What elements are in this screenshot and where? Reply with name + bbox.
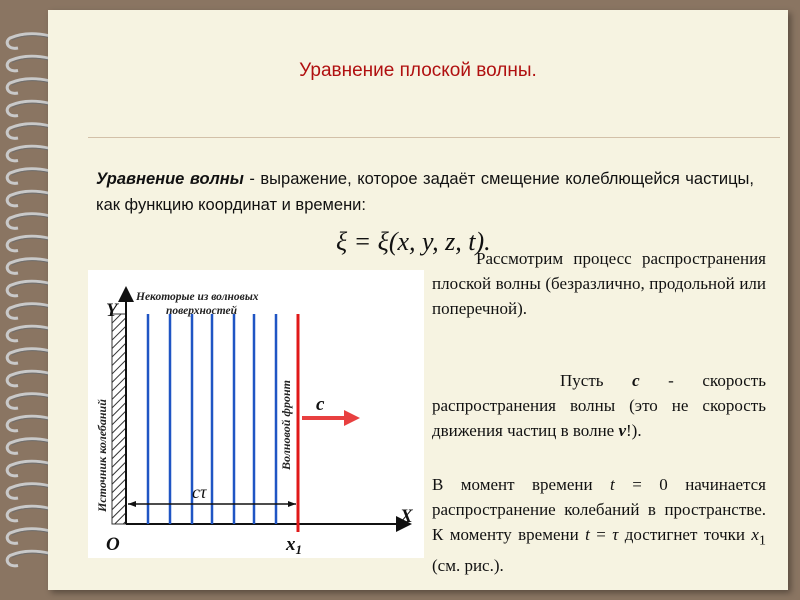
speed-text-b: - скорость распространения волны (это не скорость движения частиц в волне <box>432 371 766 440</box>
velocity-arrowhead <box>344 410 360 426</box>
moment-x: x <box>751 525 759 544</box>
moment-text-a: В момент времени <box>432 475 611 494</box>
speed-c: c <box>632 371 640 390</box>
front-label: Волновой фронт <box>279 380 293 470</box>
moment-x-sub: 1 <box>758 532 766 549</box>
paragraph-consider <box>432 246 766 321</box>
moment-text-e: (см. рис.). <box>432 556 504 576</box>
surfaces-label-line2: поверхностей <box>166 305 238 317</box>
title-divider <box>88 137 780 138</box>
definition-body: - выражение, которое задаёт смещение колеблющейся частицы, как функцию координат и времени: <box>96 170 754 214</box>
y-axis-label: Y <box>106 300 118 321</box>
wave-figure <box>88 270 424 558</box>
formula-text: ξ = ξ(x, y, z, t). <box>336 227 491 256</box>
moment-tau: τ <box>612 525 619 544</box>
surfaces-label-line1: Некоторые из волновых <box>136 291 259 303</box>
velocity-label: c <box>316 394 325 415</box>
moment-t2: t <box>585 525 590 544</box>
definition-text <box>96 166 754 218</box>
x1-label: $x_1$ <box>286 534 302 557</box>
moment-text-b: = 0 начинается распространение колебаний в пространстве. К моменту времени <box>432 475 766 544</box>
slide-title: Уравнение плоской волны. <box>299 60 537 81</box>
moment-t: t <box>610 475 615 494</box>
x-axis-label: X <box>400 506 413 527</box>
moment-text-c: = <box>589 525 613 544</box>
speed-text-end: !). <box>626 421 642 440</box>
ctau-label: cτ <box>192 482 207 502</box>
paragraph-moment <box>432 472 766 578</box>
origin-label: O <box>106 534 120 555</box>
speed-v: v <box>618 421 627 440</box>
speed-text-a: Пусть <box>560 371 633 390</box>
slide-page <box>48 10 788 590</box>
source-label: Источник колебаний <box>95 399 109 512</box>
paragraph-consider-text: Рассмотрим процесс распространения плоской волны (безразлично, продольной или поперечной). <box>432 249 766 318</box>
paragraph-speed <box>432 368 766 443</box>
moment-text-d: достигнет точки <box>618 525 752 544</box>
wave-surfaces <box>148 314 276 524</box>
source-hatch <box>112 314 126 524</box>
definition-term: Уравнение волны <box>96 170 244 188</box>
